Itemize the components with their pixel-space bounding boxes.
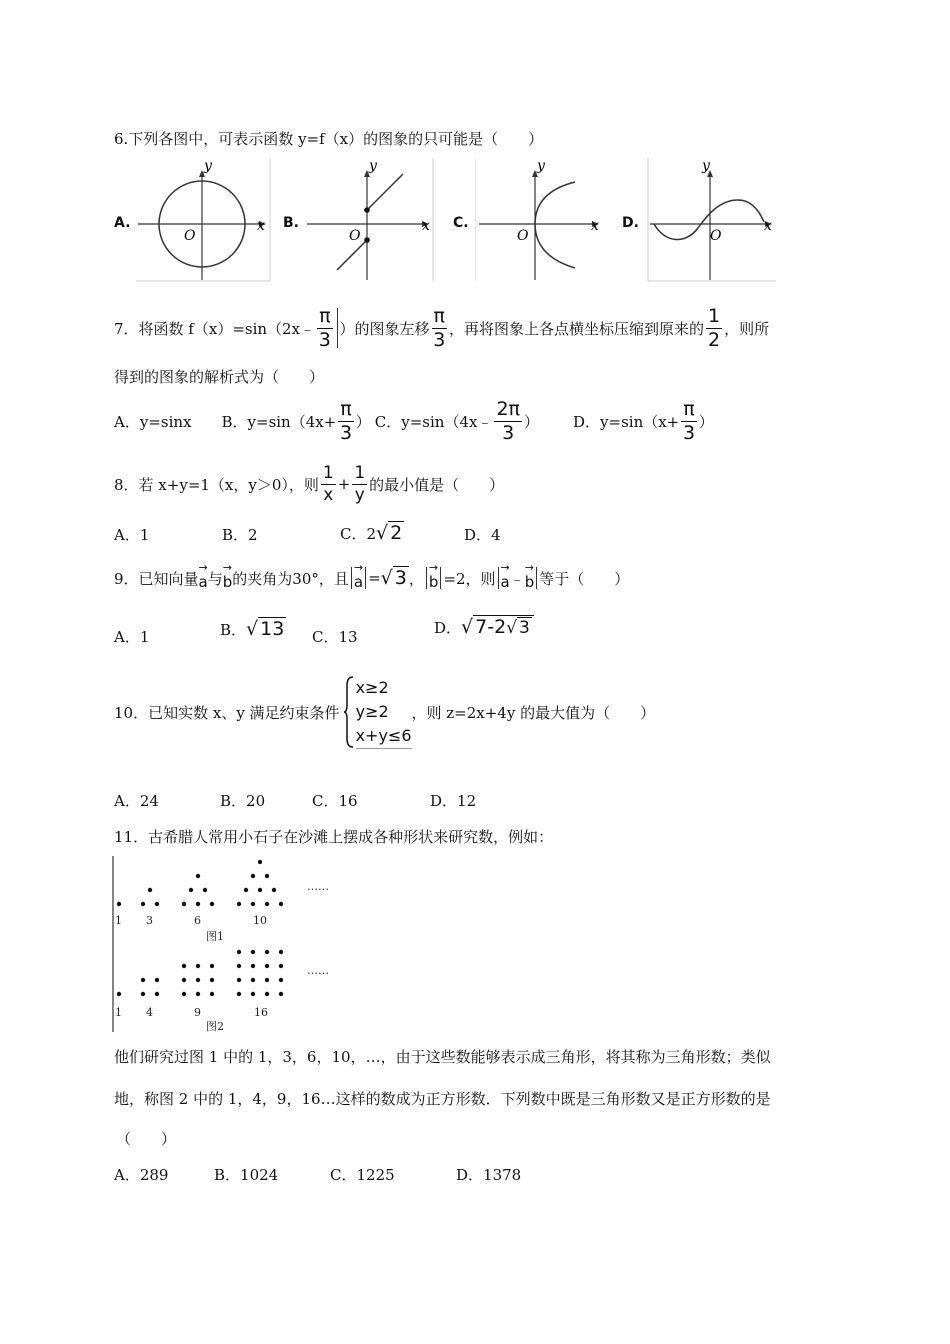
q6-stem: 6.下列各图中，可表示函数 y=f（x）的图象的只可能是（ ） <box>114 130 544 148</box>
q8-f1-den: x <box>323 484 334 505</box>
q6-graph-a <box>136 158 272 283</box>
q9-vec-b-letter: b <box>222 573 233 591</box>
q6-d-y-label: y <box>702 158 710 174</box>
q7-stem-d: ，则所 <box>724 319 770 338</box>
q10-option-c: C．16 <box>312 792 358 810</box>
q10-option-a: A．24 <box>114 792 159 810</box>
q8-option-c <box>340 522 404 544</box>
q9-vec-b <box>222 561 233 591</box>
q11-stem: 11．古希腊人常用小石子在沙滩上摆成各种形状来研究数，例如： <box>114 828 554 846</box>
q11-paragraph-line1: 他们研究过图 1 中的 1，3，6，10，…，由于这些数能够表示成三角形，将其称为三角形数；类似 <box>114 1048 771 1066</box>
q7-options <box>114 396 714 446</box>
figure1-ellipsis: …… <box>307 880 329 893</box>
q9-option-d-pre: D． <box>434 618 462 637</box>
q8-f2-den: y <box>354 484 365 505</box>
q7-stem-line1 <box>114 298 769 358</box>
q9-option-d-inner-rad: 3 <box>519 618 530 638</box>
q10-options <box>114 790 634 812</box>
q9-eq1: = <box>368 569 381 587</box>
q6-option-c-label: C. <box>453 215 469 231</box>
q11-option-d: D．1378 <box>456 1166 522 1184</box>
q7-frac-num: π <box>319 304 331 327</box>
q7-shift-num: π <box>433 304 445 327</box>
figure1-label-3: 6 <box>194 914 201 927</box>
q9-diff-b-letter: b <box>524 573 535 591</box>
q9-option-d-rad <box>473 615 534 638</box>
q9-abs-bar <box>498 567 499 589</box>
q7-d-den: 3 <box>682 421 696 444</box>
q7-half-den: 2 <box>708 328 721 351</box>
q9-abs-bar <box>365 567 366 589</box>
q7-stem-a: 7．将函数 f（x）=sin（2x﹣ <box>114 319 316 338</box>
figure1-caption: 图1 <box>206 930 224 943</box>
vector-arrow-icon: → <box>198 561 208 574</box>
figure2-label-3: 9 <box>194 1006 201 1019</box>
q6-a-origin: O <box>184 228 196 244</box>
q11-figure <box>110 852 330 1036</box>
q7-option-a: A．y=sinx <box>114 412 192 431</box>
q11-options <box>114 1164 634 1186</box>
q11-paragraph-line2: 地，称图 2 中的 1，4，9，16…这样的数成为正方形数．下列数中既是三角形数又是正方形数的是 <box>114 1090 771 1108</box>
q7-option-c-pre: C．y=sin（4x﹣ <box>374 412 493 431</box>
figure1-label-2: 3 <box>146 914 153 927</box>
q8-option-a: A．1 <box>114 526 150 544</box>
q9-option-c: C．13 <box>312 628 358 646</box>
q7-c-den: 3 <box>502 421 515 444</box>
q9-option-d-rad-pre: 7-2 <box>475 616 507 638</box>
q7-stem-c: ，再将图象上各点横坐标压缩到原来的 <box>448 319 704 338</box>
q7-b-num: π <box>340 397 352 420</box>
q9-abs-bar <box>426 567 427 589</box>
q9-option-b-sqrt: √ 13 <box>246 618 285 640</box>
figure2-label-2: 4 <box>146 1006 153 1019</box>
q10-constraints <box>344 675 412 749</box>
figure2-caption: 图2 <box>206 1020 224 1033</box>
q9-abs-bar <box>536 567 537 589</box>
q7-frac-pi-3-shift <box>432 304 447 351</box>
q6-c-origin: O <box>517 228 529 244</box>
q8-stem-a: 8．若 x+y=1（x，y＞0），则 <box>114 475 319 494</box>
q9-vec-a-letter: a <box>198 573 208 591</box>
q7-option-d-pre: D．y=sin（x+ <box>573 412 680 431</box>
vector-arrow-icon: → <box>353 561 364 574</box>
vector-arrow-icon: → <box>222 561 232 574</box>
q9-stem <box>114 556 629 600</box>
q6-b-y-label: y <box>369 158 377 174</box>
q7-c-num: 2π <box>496 397 520 420</box>
q10-constraint-1: x≥2 <box>355 677 389 697</box>
figure1-label-4: 10 <box>253 914 267 927</box>
q10-stem-b: ，则 z=2x+4y 的最大值为（ ） <box>411 703 656 722</box>
q7-option-c-frac <box>494 397 522 444</box>
q7-frac-den: 3 <box>318 328 331 351</box>
q11-option-a: A．289 <box>114 1166 169 1184</box>
q9-option-b-rad: 13 <box>260 618 285 640</box>
q9-option-b <box>220 618 286 640</box>
q10-constraint-list <box>356 676 412 749</box>
q7-stem-line2: 得到的图象的解析式为（ ） <box>114 368 325 386</box>
q7-option-b-pre: B．y=sin（4x+ <box>221 412 337 431</box>
q9-comma: ， <box>408 569 424 588</box>
q6-c-x-label: x <box>591 218 599 234</box>
q6-d-origin: O <box>710 228 722 244</box>
q9-option-d-inner-sqrt: √ 3 <box>506 618 530 638</box>
q7-b-den: 3 <box>339 421 353 444</box>
q6-b-origin: O <box>349 228 361 244</box>
q11-paragraph-line3: （ ） <box>116 1130 177 1148</box>
q7-option-c-post: ） <box>523 412 539 431</box>
q9-stem-c: 等于（ ） <box>539 569 630 588</box>
q6-option-a-label: A. <box>114 215 131 231</box>
figure1-triangular-dots <box>117 860 283 906</box>
q9-option-b-pre: B． <box>220 620 247 639</box>
q10-option-d: D．12 <box>430 792 477 810</box>
q9-abs-a-letter: a <box>353 573 364 591</box>
q9-option-d-sqrt: √ 7-2√ 3 <box>461 616 534 638</box>
vector-arrow-icon: → <box>524 561 534 574</box>
q8-option-c-pre: C．2 <box>340 524 377 543</box>
q9-abs-vec-a <box>353 561 364 591</box>
left-brace-icon <box>344 675 354 749</box>
q7-d-num: π <box>683 397 695 420</box>
q8-frac-1-x <box>321 462 336 505</box>
q9-abs-b-letter: b <box>428 573 439 591</box>
q9-abs-bar <box>351 567 352 589</box>
q9-option-a: A．1 <box>114 628 150 646</box>
q9-with: 与 <box>207 569 223 588</box>
q8-option-c-rad: 2 <box>390 522 403 544</box>
q7-frac-half <box>706 304 722 351</box>
figure2-label-4: 16 <box>254 1006 268 1019</box>
q10-constraint-3: x+y≤6 <box>356 724 412 749</box>
q8-plus: + <box>337 475 351 493</box>
q10-stem-a: 10．已知实数 x、y 满足约束条件 <box>114 703 340 722</box>
q9-stem-a: 9．已知向量 <box>114 569 199 588</box>
q9-option-d <box>434 616 534 638</box>
figure2-square-dots <box>117 950 283 996</box>
q9-eq2: =2，则 <box>443 569 496 588</box>
q7-option-d-post: ） <box>698 412 714 431</box>
q9-vec-a <box>198 561 208 591</box>
q8-option-c-sqrt: √ 2 <box>376 522 403 544</box>
q6-c-y-label: y <box>537 158 545 174</box>
q10-option-b: B．20 <box>220 792 266 810</box>
q6-graph-b <box>303 158 439 283</box>
q9-diff-a-letter: a <box>500 573 510 591</box>
q9-options <box>114 616 634 652</box>
q9-diff-vec-a <box>500 561 510 591</box>
q8-options <box>114 520 634 546</box>
figure1-label-1: 1 <box>115 914 122 927</box>
q8-frac-1-y <box>352 462 367 505</box>
q9-stem-b: 的夹角为30°，且 <box>232 569 349 588</box>
q6-a-x-label: x <box>257 218 265 234</box>
q9-minus: ﹣ <box>509 569 525 588</box>
q8-f1-num: 1 <box>322 462 334 483</box>
q9-abs-vec-b <box>428 561 439 591</box>
q9-abs-bar <box>440 567 441 589</box>
q8-stem-b: 的最小值是（ ） <box>369 475 505 494</box>
q8-option-b: B．2 <box>222 526 258 544</box>
vector-arrow-icon: → <box>428 561 439 574</box>
q11-option-b: B．1024 <box>214 1166 279 1184</box>
q7-option-d-frac <box>681 397 696 444</box>
q6-d-x-label: x <box>764 218 772 234</box>
q11-option-c: C．1225 <box>330 1166 395 1184</box>
q7-option-b-frac <box>338 397 353 444</box>
q8-option-d: D．4 <box>464 526 501 544</box>
q6-graph-d <box>646 158 782 283</box>
q9-diff-vec-b <box>524 561 535 591</box>
q7-frac-pi-3 <box>317 304 332 351</box>
q6-a-y-label: y <box>204 158 212 174</box>
q7-option-b-post: ） <box>355 412 371 431</box>
figure2-ellipsis: …… <box>307 964 329 977</box>
q9-sqrt3-rad: 3 <box>394 567 407 589</box>
q7-half-num: 1 <box>708 304 721 327</box>
vector-arrow-icon: → <box>500 561 510 574</box>
q6-graph-c <box>475 158 605 283</box>
q7-stem-b: ）的图象左移 <box>339 319 430 338</box>
q8-f2-num: 1 <box>354 462 366 483</box>
figure2-label-1: 1 <box>115 1006 122 1019</box>
q7-shift-den: 3 <box>433 328 446 351</box>
q6-option-d-label: D. <box>622 215 639 231</box>
q7-bar <box>337 308 338 348</box>
q6-option-b-label: B. <box>283 215 299 231</box>
q10-stem <box>114 674 655 750</box>
q8-stem <box>114 462 504 506</box>
q6-b-x-label: x <box>422 218 430 234</box>
q9-sqrt3: √ 3 <box>380 567 407 589</box>
q10-constraint-2: y≥2 <box>355 701 389 721</box>
